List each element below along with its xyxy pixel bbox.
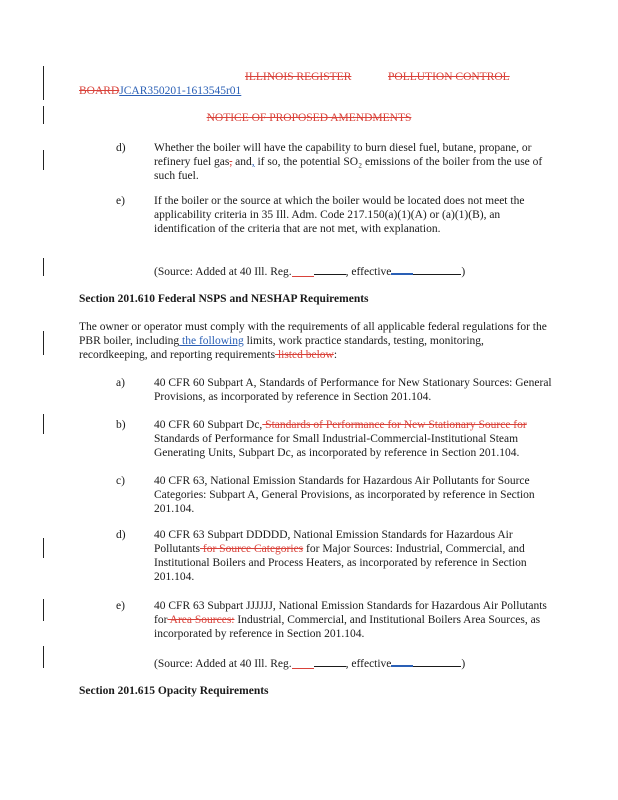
change-bar (43, 258, 44, 276)
item-label: d) (116, 529, 126, 541)
change-bar (43, 414, 44, 434)
item-text: 40 CFR 60 Subpart Dc, Standards of Performance for New Stationary Source for Standards of Performance for Small Industrial-Commercial-Institutional Steam Generating Units, Subpart Dc, as incorporated by reference in Section 201.104. (154, 419, 527, 459)
item-text: If the boiler or the source at which the boiler would be located does not meet the applicability criteria in 35 Ill. Adm. Code 217.150(a)(1)(A) or (a)(1)(B), an identification of the criteria that are not met, with explanation. (154, 195, 525, 235)
section-paragraph: The owner or operator must comply with the requirements of all applicable federal regulations for the PBR boiler, including the following limits, work practice standards, testing, monitoring, recordkeeping, and reporting requirements listed below: (79, 321, 547, 361)
change-bar (43, 646, 44, 668)
item-text: 40 CFR 63 Subpart JJJJJJ, National Emission Standards for Hazardous Air Pollutants for Area Sources: Industrial, Commercial, and Institutional Boilers Area Sources, as incorporated by reference in Section 201.104. (154, 600, 547, 640)
change-bar (43, 538, 44, 558)
item-text: Whether the boiler will have the capability to burn diesel fuel, butane, propane, or refinery fuel gas, and, if so, the potential SO₂ emissions of the boiler from the use of such fuel. (154, 142, 543, 182)
item-label: e) (116, 195, 125, 207)
change-bar (43, 599, 44, 621)
item-label: b) (116, 419, 126, 431)
doc-id: JCAR350201-1613545r01 (119, 85, 242, 97)
item-label: a) (116, 377, 125, 389)
change-bar (43, 150, 44, 170)
item-label: c) (116, 475, 125, 487)
item-text: 40 CFR 63 Subpart DDDDD, National Emission Standards for Hazardous Air Pollutants for Source Categories for Major Sources: Industrial, Commercial, and Institutional Boilers and Process Heaters, as incorporated by reference in Section 201.104. (154, 529, 527, 583)
section-heading: Section 201.610 Federal NSPS and NESHAP Requirements (79, 293, 369, 305)
source-note: (Source: Added at 40 Ill. Reg. , effective ) (154, 266, 466, 278)
register-title: ILLINOIS REGISTER (245, 71, 352, 83)
source-note: (Source: Added at 40 Ill. Reg. , effective ) (154, 658, 466, 670)
board-title-cont: BOARDJCAR350201-1613545r01 (79, 85, 242, 97)
section-heading: Section 201.615 Opacity Requirements (79, 685, 269, 697)
board-title: POLLUTION CONTROL (388, 71, 510, 83)
item-label: e) (116, 600, 125, 612)
notice-title: NOTICE OF PROPOSED AMENDMENTS (206, 112, 412, 124)
change-bar (43, 66, 44, 100)
item-text: 40 CFR 63, National Emission Standards for Hazardous Air Pollutants for Source Categories: Subpart A, General Provisions, as incorporated by reference in Section 201.104. (154, 475, 535, 515)
change-bar (43, 331, 44, 355)
item-label: d) (116, 142, 126, 154)
item-text: 40 CFR 60 Subpart A, Standards of Performance for New Stationary Sources: General Provisions, as incorporated by reference in Section 201.104. (154, 377, 552, 403)
